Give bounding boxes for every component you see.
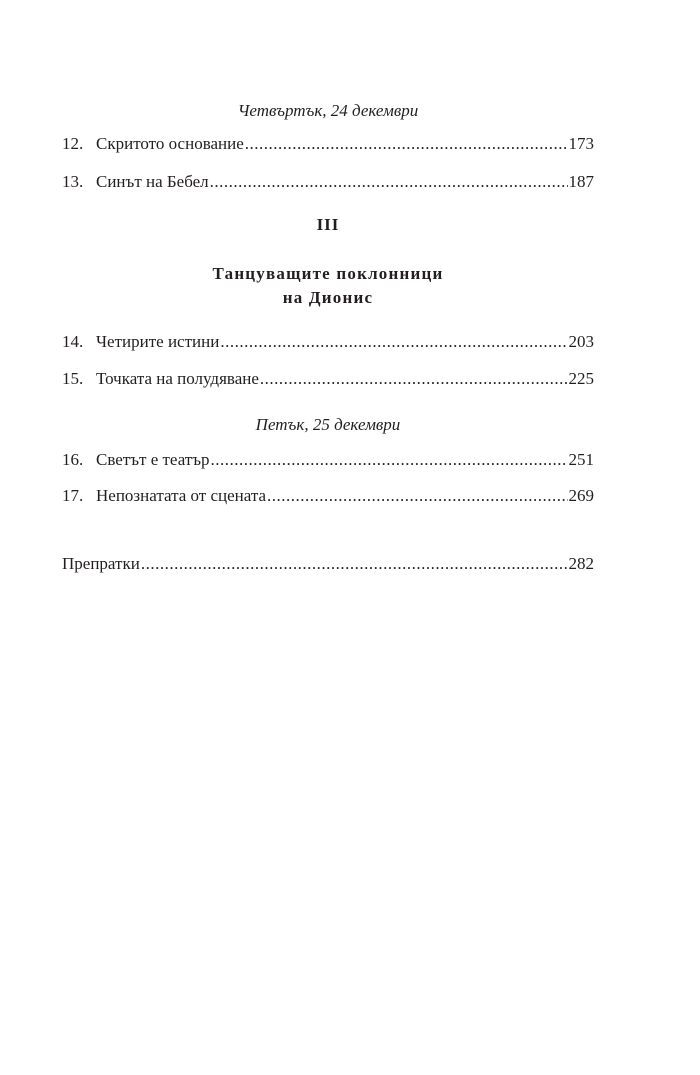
toc-entry-page: 251 — [568, 450, 594, 469]
toc-entry-number: 14. — [62, 332, 84, 351]
toc-entry-title: Светът е театър — [96, 450, 210, 469]
toc-leader-dots — [220, 330, 567, 354]
toc-entry-title: Четирите истини — [96, 332, 220, 351]
toc-entry-page: 225 — [568, 369, 594, 388]
toc-entry-title: Препратки — [62, 554, 140, 573]
toc-leader-dots — [210, 170, 568, 194]
toc-entry-page: 173 — [568, 134, 594, 153]
toc-leader-dots — [267, 484, 567, 508]
toc-entry[interactable] — [62, 367, 594, 391]
part-title-line-2: на Дионис — [282, 288, 374, 307]
toc-entry-title: Синът на Бебел — [96, 172, 209, 191]
toc-entry-page: 269 — [568, 486, 594, 505]
toc-entry-number: 16. — [62, 450, 84, 469]
day-heading-friday: Петък, 25 декември — [255, 415, 401, 434]
toc-entry[interactable] — [62, 448, 594, 472]
toc-entry-notes[interactable] — [62, 552, 594, 576]
toc-leader-dots — [260, 367, 568, 391]
toc-entry-number: 13. — [62, 172, 84, 191]
part-title-line-1: Танцуващите поклонници — [212, 264, 444, 283]
toc-entry[interactable] — [62, 132, 594, 156]
toc-leader-dots — [245, 132, 568, 156]
toc-entry-number: 17. — [62, 486, 84, 505]
toc-page — [62, 0, 594, 1075]
toc-entry-title: Скритото основание — [96, 134, 244, 153]
part-numeral: III — [316, 215, 340, 234]
toc-entry-number: 15. — [62, 369, 84, 388]
toc-entry-number: 12. — [62, 134, 84, 153]
toc-entry-title: Непознатата от сцената — [96, 486, 267, 505]
toc-entry-title: Точката на полудяване — [96, 369, 259, 388]
toc-leader-dots — [211, 448, 568, 472]
toc-entry[interactable] — [62, 330, 594, 354]
toc-entry-page: 203 — [568, 332, 594, 351]
toc-entry-page: 282 — [568, 554, 594, 573]
toc-entry[interactable] — [62, 170, 594, 194]
day-heading-thursday: Четвъртък, 24 декември — [237, 101, 419, 120]
toc-entry[interactable] — [62, 484, 594, 508]
toc-entry-page: 187 — [568, 172, 594, 191]
toc-leader-dots — [141, 552, 568, 576]
